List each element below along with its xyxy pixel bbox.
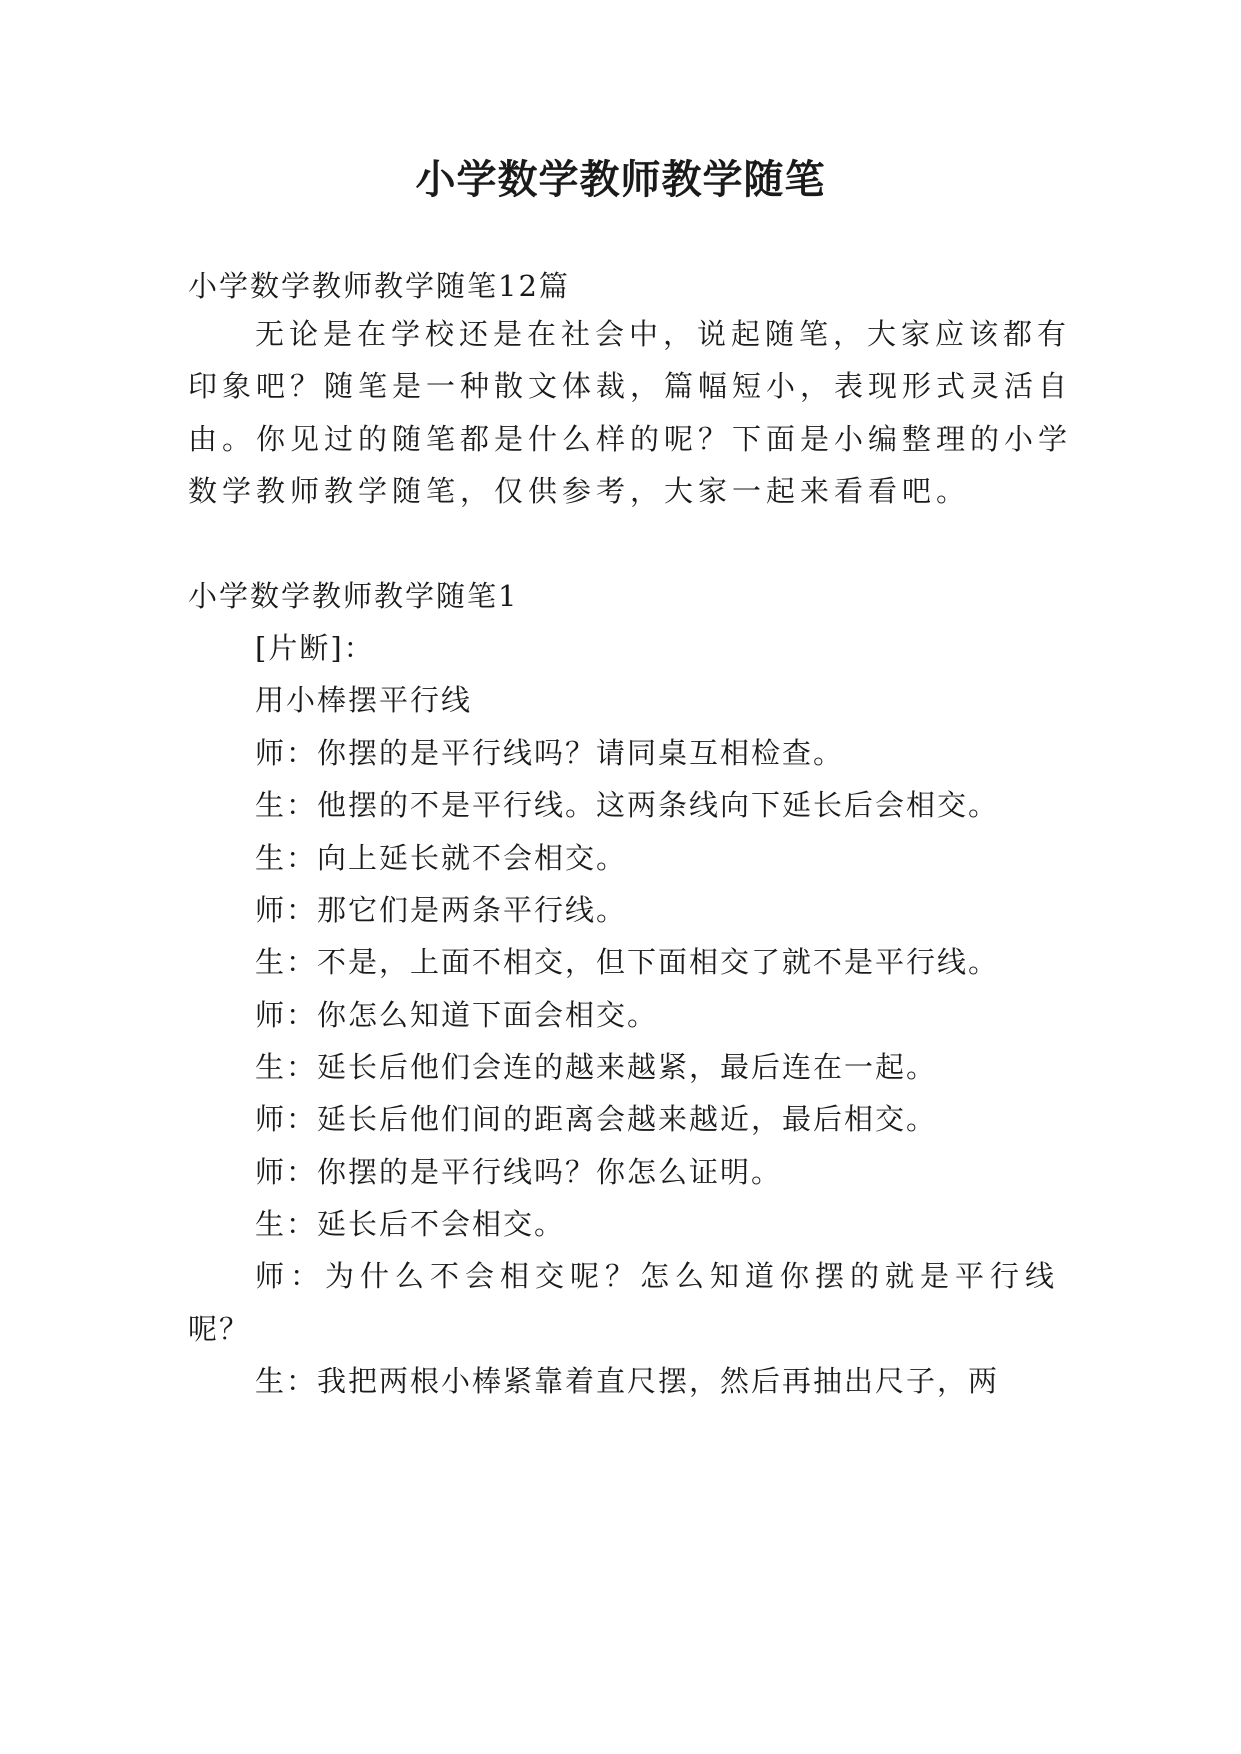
intro-paragraph-line: 数学教师教学随笔，仅供参考，大家一起来看看吧。: [188, 474, 971, 508]
intro-paragraph-line: 由。你见过的随笔都是什么样的呢？下面是小编整理的小学: [188, 422, 1073, 456]
document-title: 小学数学教师教学随笔: [415, 156, 826, 203]
section-heading: 小学数学教师教学随笔1: [188, 579, 519, 613]
dialogue-line: 师：那它们是两条平行线。: [255, 893, 628, 927]
intro-paragraph-line: 印象吧？随笔是一种散文体裁，篇幅短小，表现形式灵活自: [188, 369, 1073, 403]
dialogue-line: 师：你怎么知道下面会相交。: [255, 998, 659, 1032]
dialogue-line: 师：你摆的是平行线吗？请同桌互相检查。: [255, 736, 845, 770]
document-subtitle: 小学数学教师教学随笔12篇: [188, 269, 570, 303]
dialogue-line: 师：为什么不会相交呢？怎么知道你摆的就是平行线: [255, 1259, 1061, 1293]
dialogue-line: 师：延长后他们间的距离会越来越近，最后相交。: [255, 1102, 938, 1136]
dialogue-line: 生：他摆的不是平行线。这两条线向下延长后会相交。: [255, 788, 1000, 822]
dialogue-line: [片断]：: [255, 631, 375, 665]
dialogue-line: 用小棒摆平行线: [255, 683, 473, 717]
dialogue-line: 生：延长后不会相交。: [255, 1207, 566, 1241]
dialogue-line: 生：延长后他们会连的越来越紧，最后连在一起。: [255, 1050, 938, 1084]
dialogue-line: 生：我把两根小棒紧靠着直尺摆，然后再抽出尺子，两: [255, 1364, 1000, 1398]
dialogue-line: 生：向上延长就不会相交。: [255, 841, 628, 875]
dialogue-line: 师：你摆的是平行线吗？你怎么证明。: [255, 1155, 783, 1189]
dialogue-line: 呢？: [188, 1312, 251, 1346]
dialogue-line: 生：不是，上面不相交，但下面相交了就不是平行线。: [255, 945, 1000, 979]
intro-paragraph-line: 无论是在学校还是在社会中，说起随笔，大家应该都有: [255, 317, 1072, 351]
